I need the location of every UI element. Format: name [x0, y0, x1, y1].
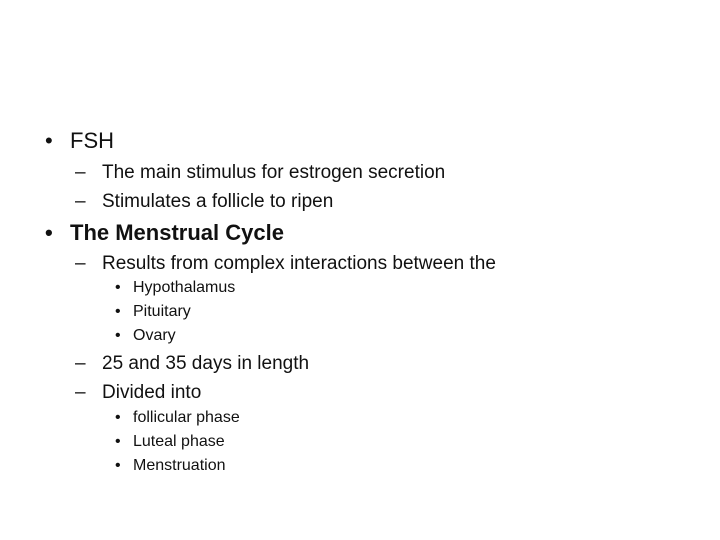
fsh-point-text: Stimulates a follicle to ripen — [102, 191, 334, 212]
divided-subitem — [115, 410, 240, 426]
subitem-text: Pituitary — [133, 303, 191, 320]
bullet-marker: • — [115, 433, 121, 450]
dash-marker: – — [75, 353, 86, 374]
subitem-text: follicular phase — [133, 409, 240, 426]
dash-marker: – — [75, 253, 86, 274]
bullet-marker: • — [115, 457, 121, 474]
cycle-point-text: Results from complex interactions between the — [102, 253, 496, 274]
bullet-marker: • — [115, 409, 121, 426]
results-subitem — [115, 304, 191, 320]
bullet-marker: • — [45, 220, 53, 245]
subitem-text: Hypothalamus — [133, 279, 236, 296]
bullet-marker: • — [115, 279, 121, 296]
subitem-text: Ovary — [133, 327, 176, 344]
results-subitem — [115, 280, 235, 296]
dash-marker: – — [75, 191, 86, 212]
cycle-heading — [45, 222, 284, 244]
cycle-point-text: 25 and 35 days in length — [102, 353, 310, 374]
dash-marker: – — [75, 162, 86, 183]
bullet-marker: • — [45, 128, 53, 153]
cycle-point-results — [75, 254, 496, 273]
fsh-heading — [45, 130, 114, 152]
cycle-point-length — [75, 354, 309, 373]
cycle-title: The Menstrual Cycle — [70, 220, 284, 245]
divided-subitem — [115, 434, 225, 450]
fsh-point — [75, 192, 333, 211]
results-subitem — [115, 328, 176, 344]
cycle-point-text: Divided into — [102, 382, 202, 403]
fsh-point-text: The main stimulus for estrogen secretion — [102, 162, 446, 183]
dash-marker: – — [75, 382, 86, 403]
fsh-point — [75, 163, 445, 182]
bullet-marker: • — [115, 327, 121, 344]
bullet-marker: • — [115, 303, 121, 320]
subitem-text: Menstruation — [133, 457, 226, 474]
cycle-point-divided — [75, 383, 201, 402]
fsh-title: FSH — [70, 128, 114, 153]
divided-subitem — [115, 458, 226, 474]
subitem-text: Luteal phase — [133, 433, 225, 450]
